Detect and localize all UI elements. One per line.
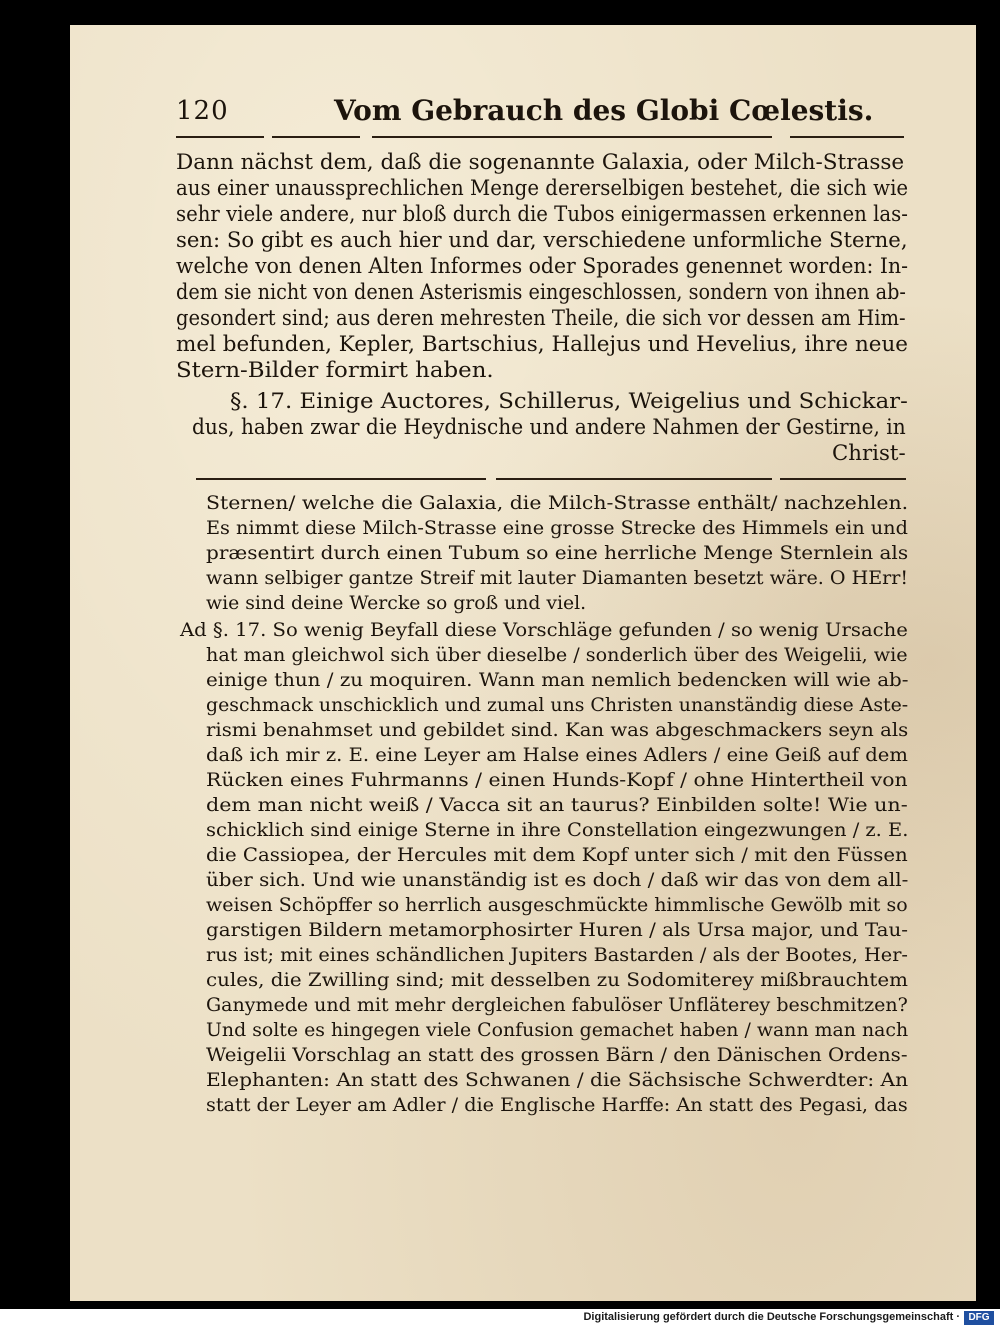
page-header (176, 96, 916, 136)
dfg-logo: DFG (964, 1311, 994, 1325)
main-text-line: Stern-Bilder formirt haben. (176, 358, 494, 382)
header-rule-left (176, 136, 264, 138)
notes-rule (496, 478, 772, 480)
notes-text-line: wie sind deine Wercke so groß und viel. (206, 592, 587, 614)
header-rule (272, 136, 360, 138)
notes-text-line: hat man gleichwol sich über dieselbe / sonderlich über des Weigelii, wie (206, 644, 908, 666)
notes-text-line: Elephanten: An statt des Schwanen / die Sächsische Schwerdter: An (206, 1069, 909, 1091)
notes-text-line: dem man nicht weiß / Vacca sit an taurus? Einbilden solte! Wie un- (206, 794, 908, 816)
main-text-line: dem sie nicht von denen Asterismis eingeschlossen, sondern von ihnen ab- (176, 280, 906, 304)
catchword: Christ- (832, 441, 906, 465)
page-number: 120 (176, 96, 229, 126)
main-text-line: §. 17. Einige Auctores, Schillerus, Weigelius und Schickar- (230, 389, 908, 413)
notes-text-line: Rücken eines Fuhrmanns / einen Hunds-Kopf / ohne Hintertheil von (206, 769, 908, 791)
main-text-line: aus einer unaussprechlichen Menge dererselbigen bestehet, die sich wie (176, 176, 909, 200)
footer-strip (0, 1309, 1000, 1329)
main-text-line: mel befunden, Kepler, Bartschius, Hallejus und Hevelius, ihre neue (176, 332, 909, 356)
notes-text-line: statt der Leyer am Adler / die Englische Harffe: An statt des Pegasi, das (206, 1094, 908, 1116)
notes-rule-right (780, 478, 906, 480)
notes-text-line: præsentirt durch einen Tubum so eine herrliche Menge Sternlein als (206, 542, 909, 564)
notes-text-line: Sternen/ welche die Galaxia, die Milch-Strasse enthält/ nachzehlen. (206, 492, 909, 514)
notes-text-line: cules, die Zwilling sind; mit desselben zu Sodomiterey mißbrauchtem (206, 969, 908, 991)
notes-text-line: Weigelii Vorschlag an statt des grossen Bärn / den Dänischen Ordens- (206, 1044, 908, 1066)
header-rule-right (790, 136, 904, 138)
notes-rule-left (196, 478, 486, 480)
funding-note: Digitalisierung gefördert durch die Deutsche Forschungsgemeinschaft · (583, 1311, 960, 1323)
notes-text-line: daß ich mir z. E. eine Leyer am Halse eines Adlers / eine Geiß auf dem (206, 744, 908, 766)
main-text-line: sen: So gibt es auch hier und dar, verschiedene unformliche Sterne, (176, 228, 908, 252)
header-rule (372, 136, 772, 138)
notes-text-line: rus ist; mit eines schändlichen Jupiters Bastarden / als der Bootes, Her- (206, 944, 908, 966)
notes-text-line: Es nimmt diese Milch-Strasse eine grosse Strecke des Himmels ein und (206, 517, 908, 539)
notes-text-line: geschmack unschicklich und zumal uns Christen unanständig diese Aste- (206, 694, 909, 716)
notes-text-line: Und solte es hingegen viele Confusion gemachet haben / wann man nach (206, 1019, 909, 1041)
running-title: Vom Gebrauch des Globi Cœlestis. (334, 94, 874, 127)
main-text-line: dus, haben zwar die Heydnische und andere Nahmen der Gestirne, in (192, 415, 906, 439)
notes-text-line: über sich. Und wie unanständig ist es doch / daß wir das von dem all- (206, 869, 909, 891)
notes-text-line: weisen Schöpffer so herrlich ausgeschmückte himmlische Gewölb mit so (206, 894, 908, 916)
notes-text-line: garstigen Bildern metamorphosirter Huren / als Ursa major, und Tau- (206, 919, 908, 941)
notes-text-line: Ad §. 17. So wenig Beyfall diese Vorschläge gefunden / so wenig Ursache (180, 619, 908, 641)
notes-text-line: einige thun / zu moquiren. Wann man nemlich bedencken will wie ab- (206, 669, 909, 691)
notes-text-line: wann selbiger gantze Streif mit lauter Diamanten besetzt wäre. O HErr! (206, 567, 909, 589)
main-text-line: gesondert sind; aus deren mehresten Theile, die sich vor dessen am Him- (176, 306, 906, 330)
notes-text-line: rismi benahmset und gebildet sind. Kan was abgeschmackers seyn als (206, 719, 909, 741)
notes-text-line: schicklich sind einige Sterne in ihre Constellation eingezwungen / z. E. (206, 819, 909, 841)
main-text-line: welche von denen Alten Informes oder Sporades genennet worden: In- (176, 254, 908, 278)
main-text-line: sehr viele andere, nur bloß durch die Tubos einigermassen erkennen las- (176, 202, 908, 226)
notes-text-line: die Cassiopea, der Hercules mit dem Kopf unter sich / mit den Füssen (206, 844, 908, 866)
notes-text-line: Ganymede und mit mehr dergleichen fabulöser Unfläterey beschmitzen? (206, 994, 908, 1016)
main-text-line: Dann nächst dem, daß die sogenannte Galaxia, oder Milch-Strasse (176, 150, 905, 174)
